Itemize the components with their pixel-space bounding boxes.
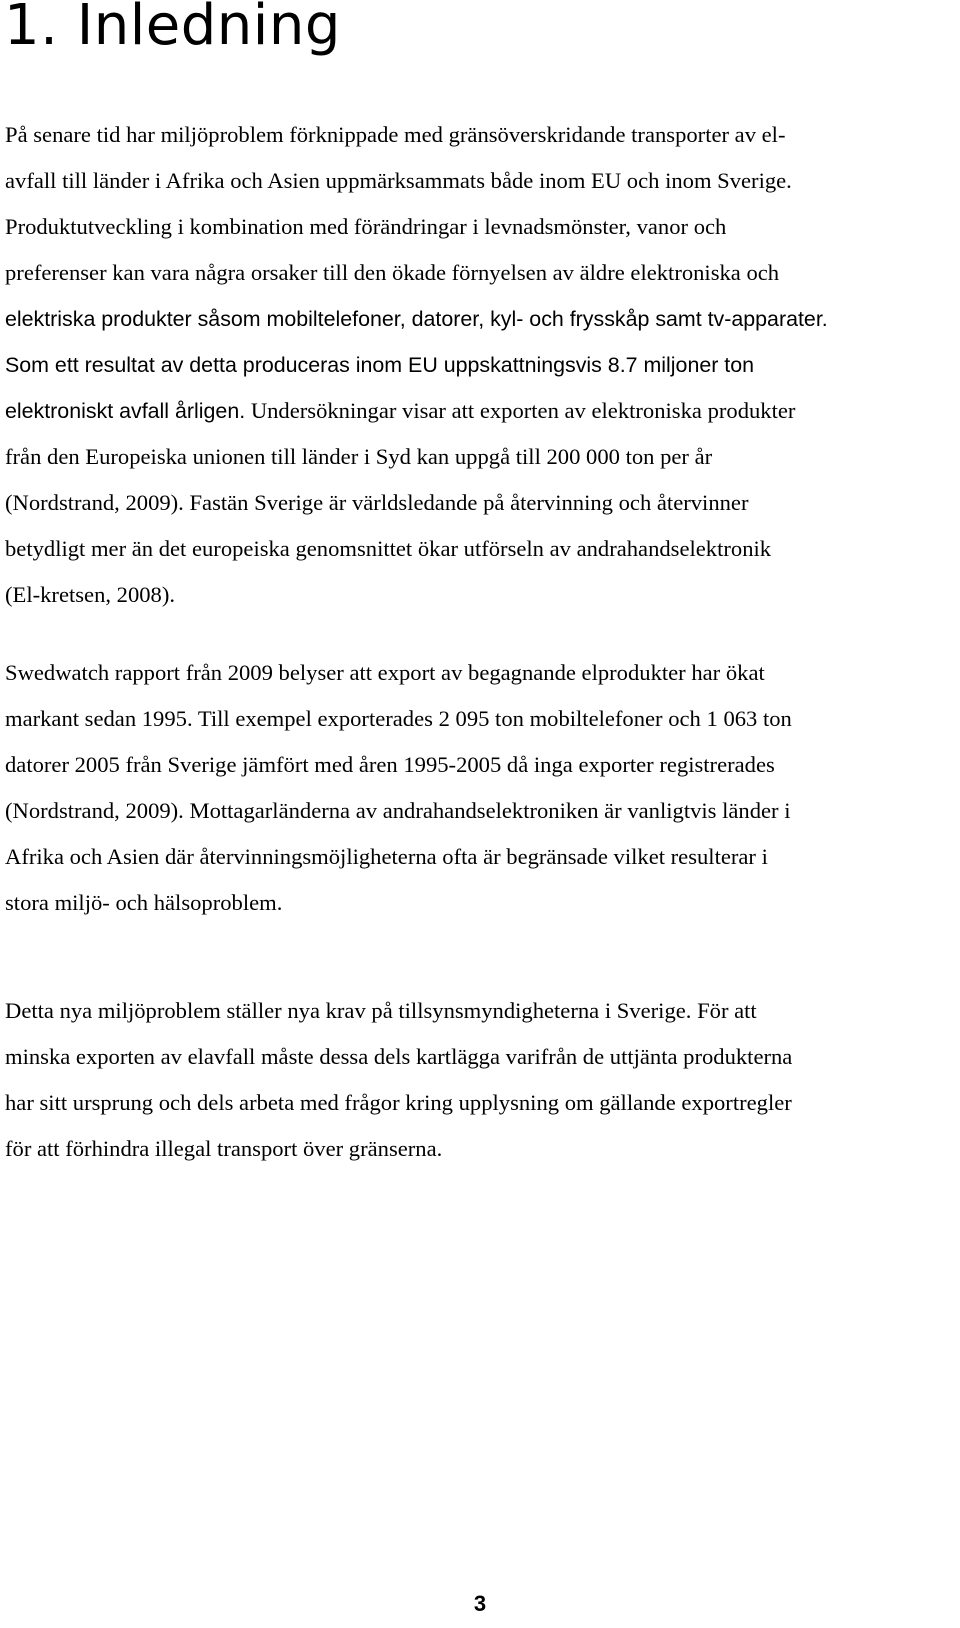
- paragraph-line: preferenser kan vara några orsaker till den ökade förnyelsen av äldre elektroniska och: [5, 260, 780, 285]
- paragraph-line: På senare tid har miljöproblem förknippade med gränsöverskridande transporter av el-: [5, 122, 786, 147]
- paragraph-line: Swedwatch rapport från 2009 belyser att export av begagnande elprodukter har ökat: [5, 660, 765, 685]
- paragraph-line: minska exporten av elavfall måste dessa dels kartlägga varifrån de uttjänta produkterna: [5, 1044, 793, 1069]
- page-number: 3: [473, 1591, 487, 1616]
- paragraph-line: stora miljö- och hälsoproblem.: [5, 890, 283, 915]
- paragraph-line: [5, 388, 950, 434]
- paragraph-line: har sitt ursprung och dels arbeta med frågor kring upplysning om gällande exportregler: [5, 1090, 792, 1115]
- paragraph-2: [5, 650, 950, 926]
- paragraph-line: elektriska produkter såsom mobiltelefoner, datorer, kyl- och frysskåp samt tv-apparater.: [5, 307, 828, 331]
- section-heading: 1. Inledning: [4, 0, 341, 58]
- paragraph-line: Detta nya miljöproblem ställer nya krav på tillsynsmyndigheterna i Sverige. För att: [5, 998, 757, 1023]
- paragraph-line: avfall till länder i Afrika och Asien uppmärksammats både inom EU och inom Sverige.: [5, 168, 792, 193]
- paragraph-line-segment: elektroniskt avfall årligen.: [5, 399, 246, 423]
- paragraph-line: från den Europeiska unionen till länder i Syd kan uppgå till 200 000 ton per år: [5, 444, 713, 469]
- paragraph-3: [5, 988, 950, 1172]
- paragraph-1: [5, 112, 950, 618]
- paragraph-line: (Nordstrand, 2009). Mottagarländerna av andrahandselektroniken är vanligtvis länder i: [5, 798, 791, 823]
- paragraph-line-segment: Undersökningar visar att exporten av elektroniska produkter: [245, 398, 796, 423]
- paragraph-line: för att förhindra illegal transport över gränserna.: [5, 1136, 443, 1161]
- paragraph-line: (Nordstrand, 2009). Fastän Sverige är världsledande på återvinning och återvinner: [5, 490, 749, 515]
- paragraph-line: (El-kretsen, 2008).: [5, 582, 176, 607]
- paragraph-line: betydligt mer än det europeiska genomsnittet ökar utförseln av andrahandselektronik: [5, 536, 772, 561]
- paragraph-line: Produktutveckling i kombination med förändringar i levnadsmönster, vanor och: [5, 214, 727, 239]
- paragraph-line: Som ett resultat av detta produceras inom EU uppskattningsvis 8.7 miljoner ton: [5, 353, 755, 377]
- paragraph-line: datorer 2005 från Sverige jämfört med åren 1995-2005 då inga exporter registrerades: [5, 752, 775, 777]
- paragraph-line: Afrika och Asien där återvinningsmöjligheterna ofta är begränsade vilket resulterar i: [5, 844, 768, 869]
- paragraph-line: markant sedan 1995. Till exempel exporterades 2 095 ton mobiltelefoner och 1 063 ton: [5, 706, 792, 731]
